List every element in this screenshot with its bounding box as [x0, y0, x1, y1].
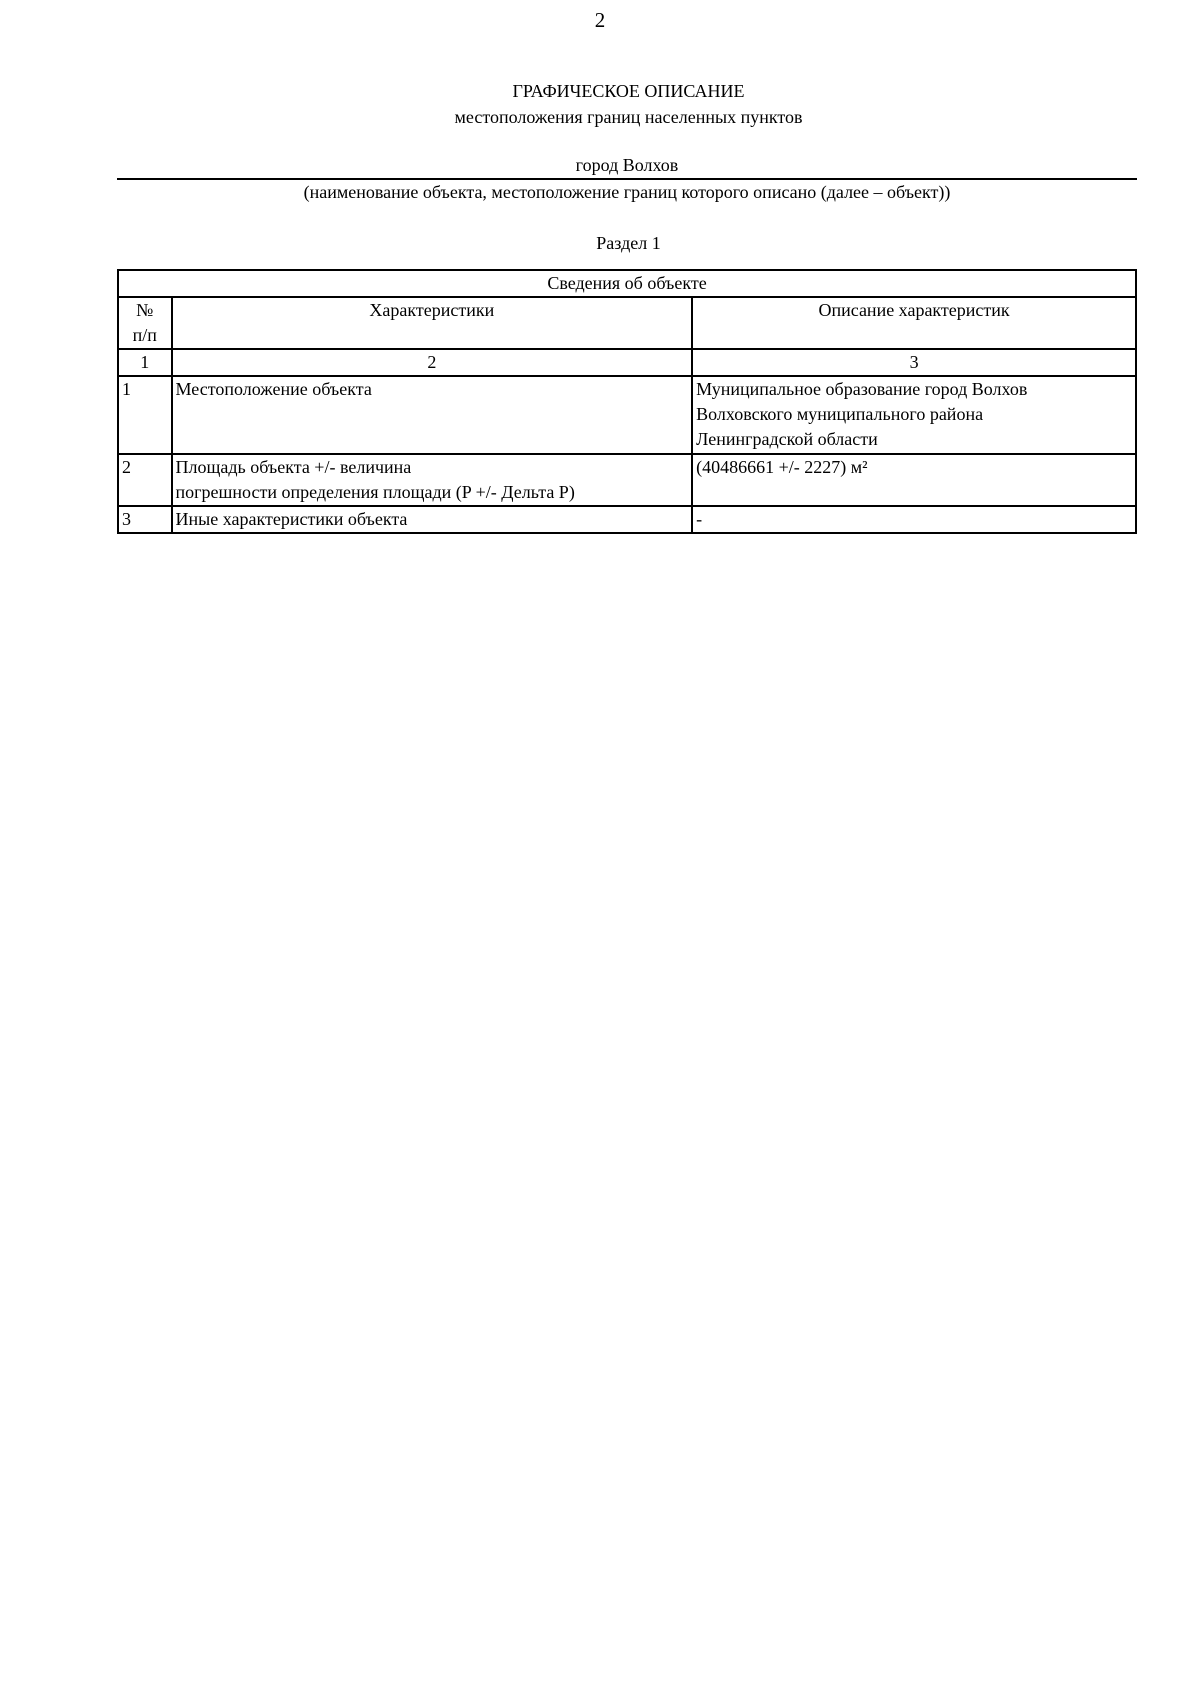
object-name: город Волхов: [575, 155, 679, 175]
header-number-line2: п/п: [132, 325, 157, 345]
table-caption: Сведения об объекте: [118, 270, 1136, 297]
description-line: Муниципальное образование город Волхов: [696, 379, 1028, 399]
column-number-2: 2: [172, 349, 693, 376]
description-line: Ленинградской области: [696, 429, 878, 449]
characteristic-line: Иные характеристики объекта: [175, 509, 408, 529]
page-number: 2: [594, 8, 606, 32]
characteristic-line: Местоположение объекта: [175, 379, 372, 399]
table-header-row: [118, 297, 1136, 349]
document-title: ГРАФИЧЕСКОЕ ОПИСАНИЕ: [512, 81, 745, 101]
object-block: [117, 154, 1137, 203]
section-title: Раздел 1: [596, 233, 661, 253]
column-numbers-row: [118, 349, 1136, 376]
header-number: [118, 297, 172, 349]
column-number-1: 1: [118, 349, 172, 376]
table-row: [118, 454, 1136, 506]
description-line: Волховского муниципального района: [696, 404, 984, 424]
row-description: [692, 454, 1136, 506]
object-caption: (наименование объекта, местоположение границ которого описано (далее – объект)): [303, 182, 951, 202]
row-characteristic: [172, 376, 693, 454]
row-number: 1: [118, 376, 172, 454]
object-info-table: [117, 269, 1137, 534]
header-number-line1: №: [136, 300, 154, 320]
row-characteristic: [172, 506, 693, 533]
row-number: 2: [118, 454, 172, 506]
column-number-3: 3: [692, 349, 1136, 376]
row-description: [692, 506, 1136, 533]
table-row: [118, 506, 1136, 533]
row-number: 3: [118, 506, 172, 533]
header-characteristics: Характеристики: [172, 297, 693, 349]
row-characteristic: [172, 454, 693, 506]
description-line: -: [696, 509, 703, 529]
characteristic-line: Площадь объекта +/- величина: [175, 457, 412, 477]
description-line: (40486661 +/- 2227) м²: [696, 457, 868, 477]
object-underline: [117, 178, 1137, 180]
table-row: [118, 376, 1136, 454]
row-description: [692, 376, 1136, 454]
table-caption-row: [118, 270, 1136, 297]
characteristic-line: погрешности определения площади (P +/- Дельта P): [175, 482, 575, 502]
document-subtitle: местоположения границ населенных пунктов: [454, 107, 803, 127]
header-description: Описание характеристик: [692, 297, 1136, 349]
